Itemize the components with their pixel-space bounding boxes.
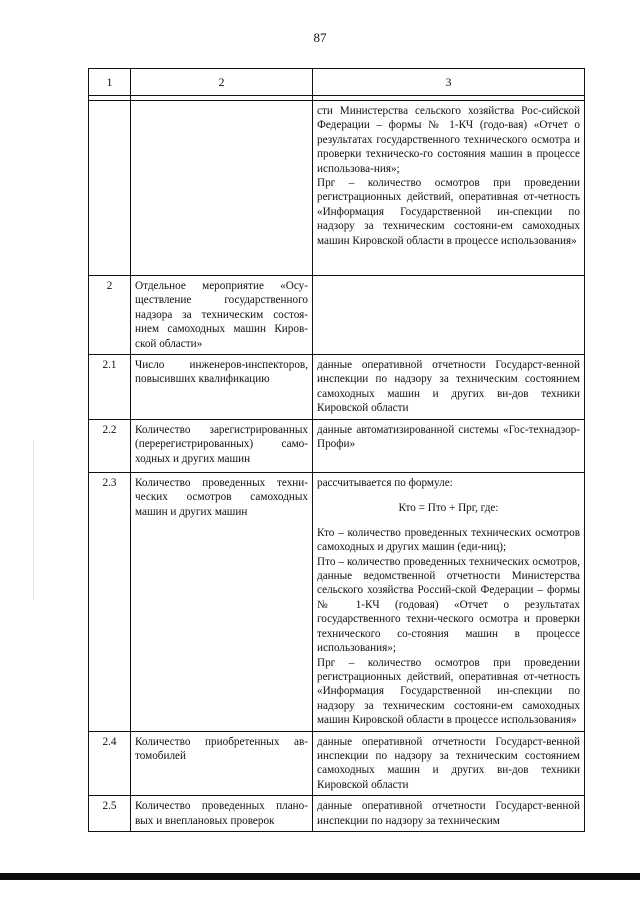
row-number bbox=[89, 101, 131, 276]
column-header-2: 2 bbox=[131, 69, 313, 96]
data-source bbox=[313, 420, 585, 473]
scan-margin-mark bbox=[33, 440, 34, 600]
row-number: 2.4 bbox=[89, 731, 131, 796]
indicator-name: Количество зарегистрированных (перерегистрированных) само-ходных и других машин bbox=[131, 420, 313, 473]
indicator-name: Количество проведенных плано-вых и внеплановых проверок bbox=[131, 796, 313, 832]
indicator-table bbox=[88, 68, 585, 832]
source-text: рассчитывается по формуле: bbox=[317, 477, 453, 490]
table-row bbox=[89, 731, 585, 796]
source-text: данные оперативной отчетности Государст-венной инспекции по надзору за техническим bbox=[317, 800, 580, 827]
row-number: 2.1 bbox=[89, 355, 131, 420]
data-source bbox=[313, 473, 585, 732]
data-source bbox=[313, 355, 585, 420]
table-row bbox=[89, 420, 585, 473]
source-text: данные оперативной отчетности Государст-венной инспекции по надзору за техническим состоянием самоходных машин и других ви-дов техники Кировской области bbox=[317, 359, 580, 415]
source-text: Прг – количество осмотров при проведении регистрационных действий, оперативная от-четность «Информация Государственной ин-спекции по надзору за техническим состояни-ем самоходных машин Кировской области в процессе использования» bbox=[317, 177, 580, 247]
row-number: 2.5 bbox=[89, 796, 131, 832]
page-number: 87 bbox=[313, 30, 327, 45]
table-row bbox=[89, 101, 585, 276]
table-header-row bbox=[89, 69, 585, 96]
table-row bbox=[89, 796, 585, 832]
scan-bottom-bar bbox=[0, 873, 640, 880]
source-text: данные оперативной отчетности Государст-венной инспекции по надзору за техническим состоянием самоходных машин и других ви-дов техники Кировской области bbox=[317, 735, 580, 791]
column-header-1: 1 bbox=[89, 69, 131, 96]
row-number: 2.3 bbox=[89, 473, 131, 732]
source-text: Прг – количество осмотров при проведении регистрационных действий, оперативная от-четность «Информация Государственной ин-спекции по надзору за техническим состояни-ем самоходных машин Кировской области в процессе использования» bbox=[317, 656, 580, 727]
column-header-3: 3 bbox=[313, 69, 585, 96]
row-number: 2 bbox=[89, 276, 131, 355]
data-source bbox=[313, 276, 585, 355]
row-number: 2.2 bbox=[89, 420, 131, 473]
source-text: Пто – количество проведенных технических осмотров, данные ведомственной отчетности Министерства сельского хозяйства Россий-ской Федерации – формы № 1-КЧ (годовая) «Отчет о результатах государственного техни-ческого осмотра и проверки технического со-стояния машин в процессе использования»; bbox=[317, 555, 580, 655]
formula: Кто = Пто + Прг, где: bbox=[398, 502, 499, 515]
source-text: сти Министерства сельского хозяйства Рос-сийской Федерации – формы № 1-КЧ (годо-вая) «Отчет о результатах государственного технического осмотра и проверки техническо-го состояния машин в процессе использова-ния»; bbox=[317, 105, 580, 175]
data-source bbox=[313, 796, 585, 832]
table-row bbox=[89, 276, 585, 355]
data-source bbox=[313, 731, 585, 796]
indicator-name: Отдельное мероприятие «Осу-ществление государственного надзора за техническим состоя-нием самоходных машин Киров-ской области» bbox=[131, 276, 313, 355]
indicator-name: Число инженеров-инспекторов, повысивших квалификацию bbox=[131, 355, 313, 420]
source-text: данные автоматизированной системы «Гос-технадзор-Профи» bbox=[317, 424, 580, 451]
table-row bbox=[89, 355, 585, 420]
source-text: Кто – количество проведенных технических осмотров самоходных и других машин (еди-ниц); bbox=[317, 526, 580, 554]
indicator-name: Количество проведенных техни-ческих осмотров самоходных машин и других машин bbox=[131, 473, 313, 732]
data-source bbox=[313, 101, 585, 276]
table-row bbox=[89, 473, 585, 732]
indicator-name bbox=[131, 101, 313, 276]
indicator-name: Количество приобретенных ав-томобилей bbox=[131, 731, 313, 796]
